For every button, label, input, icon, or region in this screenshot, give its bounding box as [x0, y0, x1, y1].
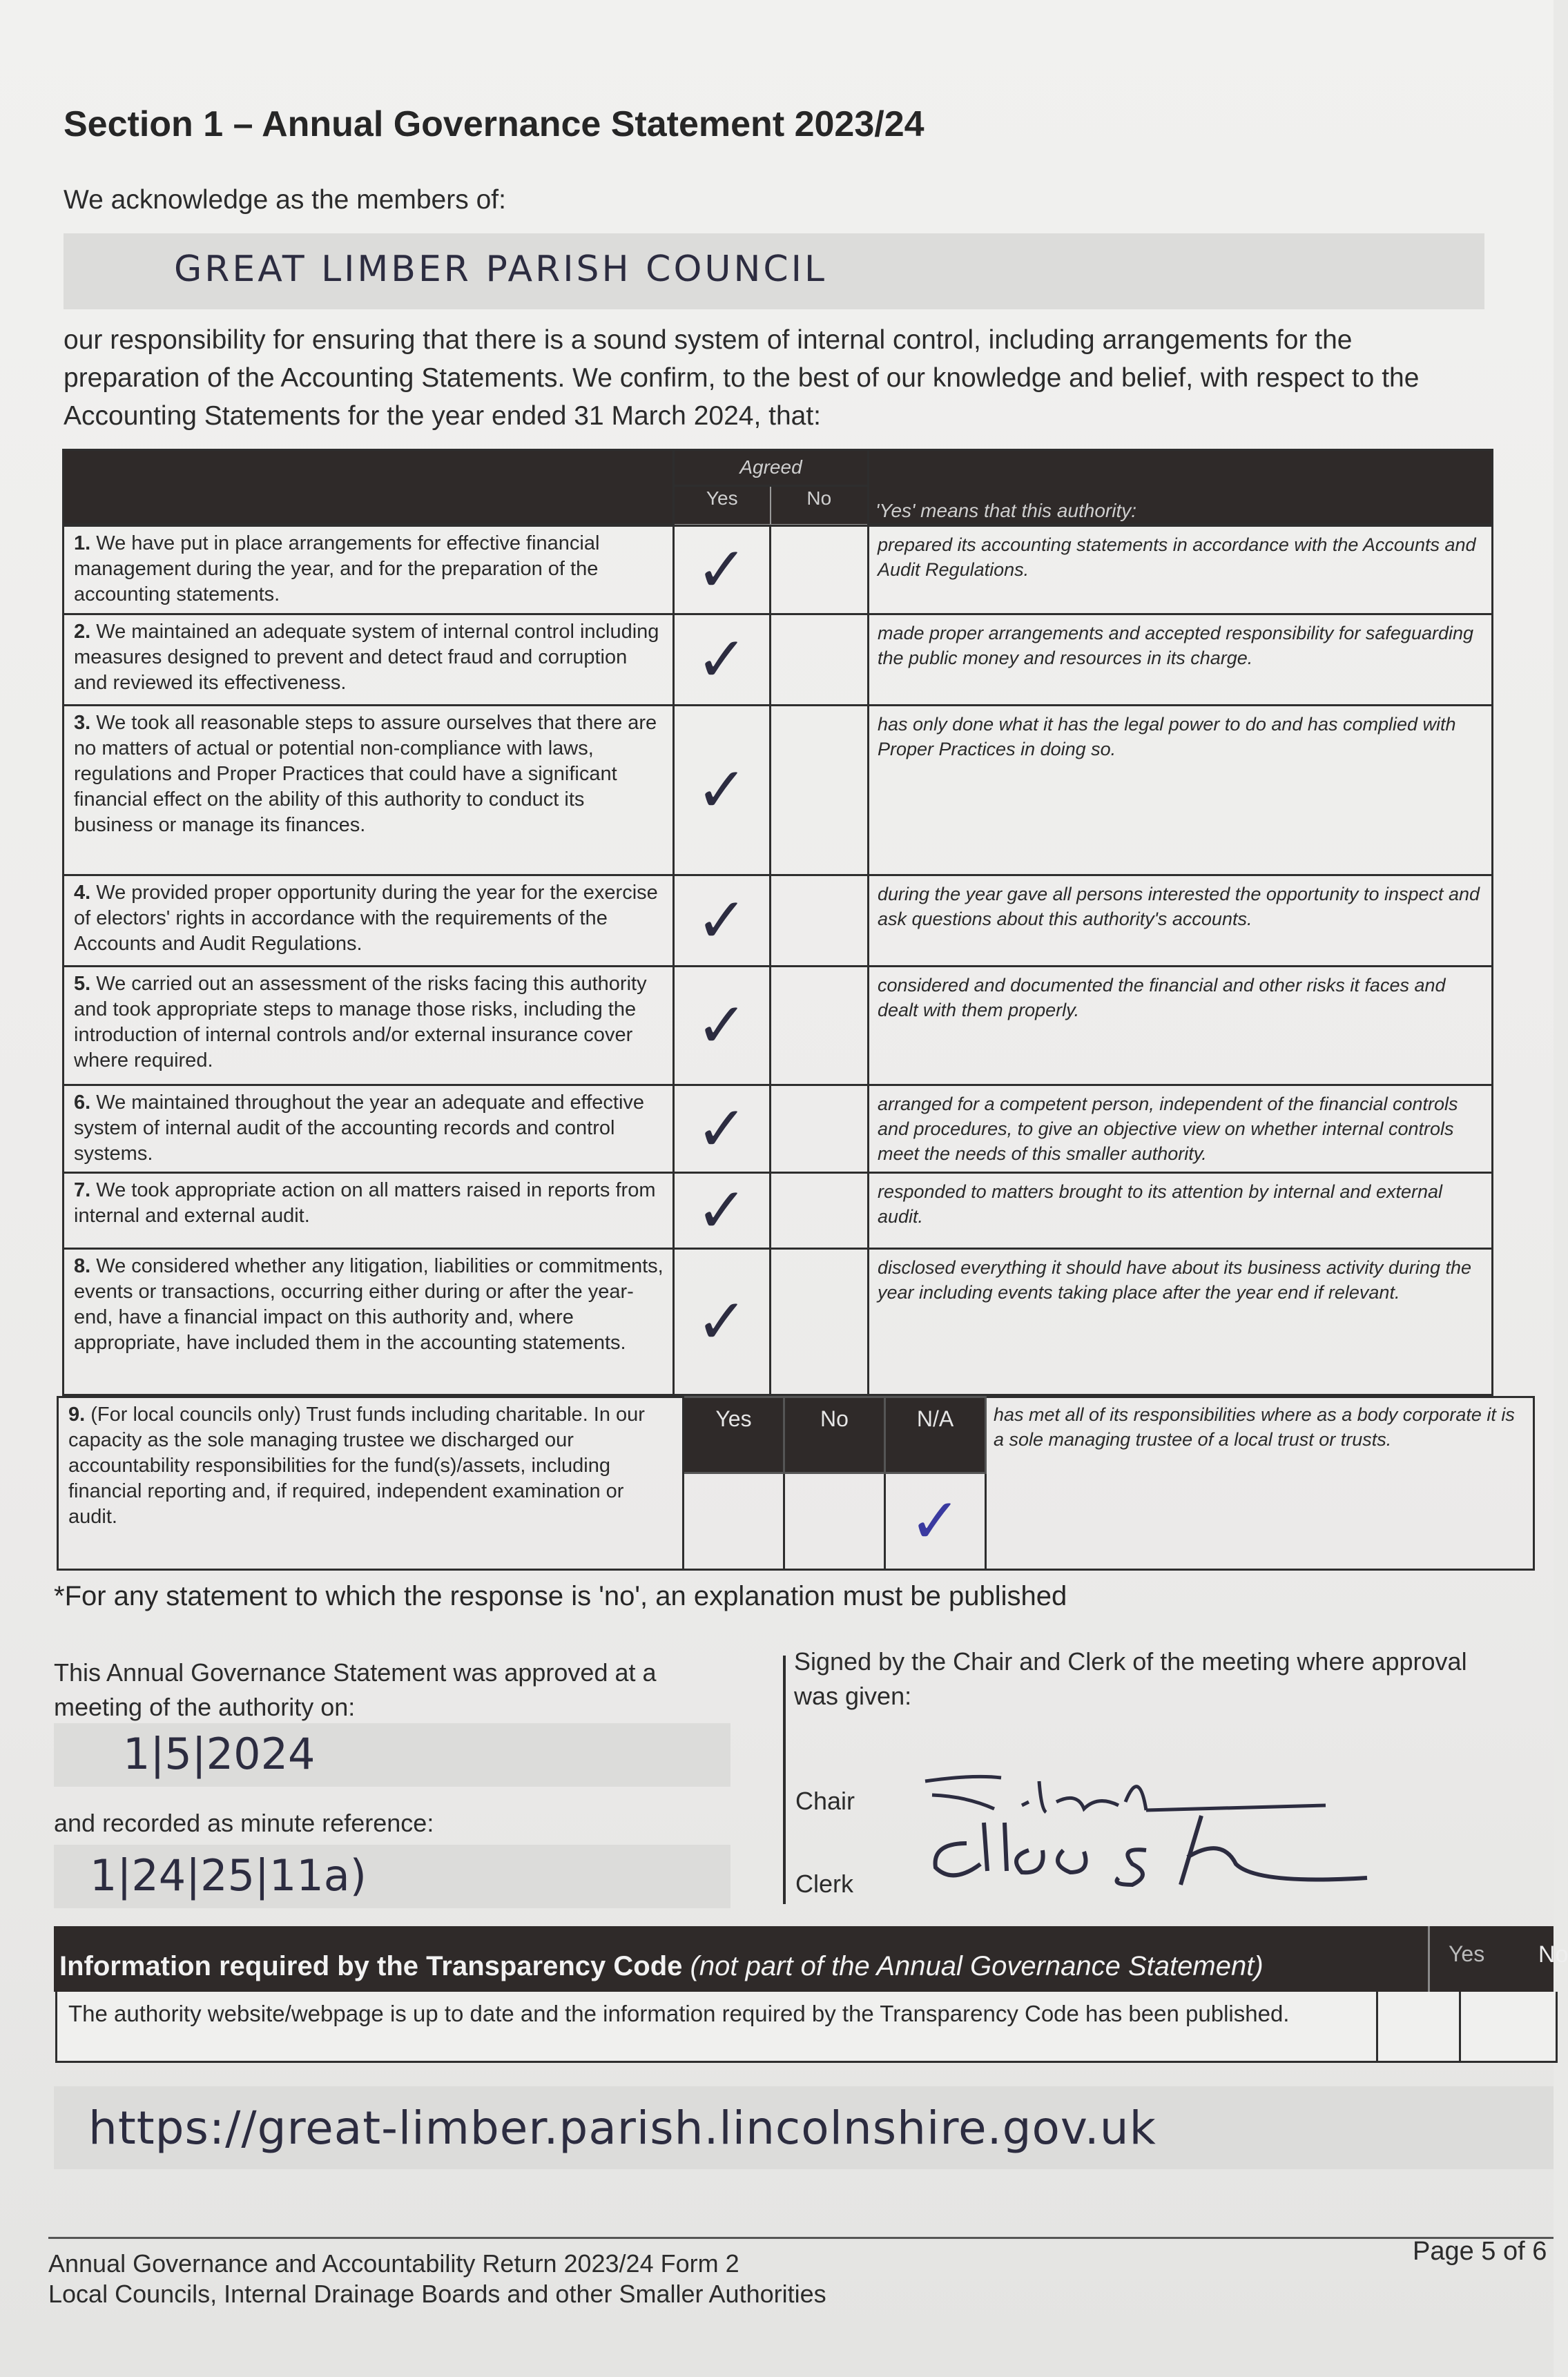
- yes-cell[interactable]: [674, 875, 771, 967]
- row-9-yes-header: Yes: [684, 1397, 784, 1473]
- tick-mark: ✓: [909, 1487, 962, 1556]
- statement-row: [64, 1173, 1493, 1249]
- row-9-no-header: No: [784, 1397, 885, 1473]
- no-cell[interactable]: [771, 967, 869, 1085]
- row-9-na-cell[interactable]: [885, 1473, 986, 1570]
- footer-form-title: Annual Governance and Accountability Return 2023/24 Form 2: [48, 2249, 739, 2278]
- statement-answer: during the year gave all persons interested the opportunity to inspect and ask questions about this authority's accounts.: [869, 875, 1493, 967]
- statement-text: We took all reasonable steps to assure ourselves that there are no matters of actual or potential non-compliance with laws, regulations and Proper Practices that could have a significant financial effect on the ability of this authority to conduct its business or manage its finances.: [74, 712, 657, 836]
- statement-question: [64, 706, 674, 875]
- footer-rule: [48, 2237, 1554, 2239]
- statement-number: 8.: [74, 1255, 91, 1277]
- statement-number: 3.: [74, 712, 91, 734]
- minute-text: and recorded as minute reference:: [54, 1809, 434, 1837]
- section-title: Section 1 – Annual Governance Statement 2023/24: [64, 104, 925, 144]
- no-header: No: [771, 486, 869, 525]
- chair-label: Chair: [795, 1787, 855, 1815]
- no-cell[interactable]: [771, 526, 869, 614]
- transparency-header: [54, 1926, 1568, 1992]
- statement-text: We have put in place arrangements for effective financial management during the year, and for the preparation of the accounting statements.: [74, 532, 600, 605]
- statement-text: We took appropriate action on all matters raised in reports from internal and external audit.: [74, 1179, 656, 1227]
- yes-cell[interactable]: [674, 967, 771, 1085]
- no-cell[interactable]: [771, 1173, 869, 1249]
- website-url: https://great-limber.parish.lincolnshire.gov.uk: [88, 2102, 1156, 2155]
- statement-row: [64, 706, 1493, 875]
- statement-row: [64, 967, 1493, 1085]
- transparency-yes-box[interactable]: [1378, 1992, 1459, 2033]
- statement-number: 5.: [74, 973, 91, 995]
- tick-mark: ✓: [695, 756, 748, 825]
- transparency-heading-note: (not part of the Annual Governance Statement): [690, 1951, 1264, 1981]
- tick-mark: ✓: [695, 625, 748, 695]
- no-cell[interactable]: [771, 706, 869, 875]
- tick-mark: ✓: [695, 991, 748, 1060]
- footer-subtitle: Local Councils, Internal Drainage Boards and other Smaller Authorities: [48, 2280, 826, 2308]
- no-cell[interactable]: [771, 1249, 869, 1395]
- statement-row: [64, 875, 1493, 967]
- signed-text: Signed by the Chair and Clerk of the meeting where approval was given:: [794, 1647, 1467, 1710]
- statement-question: [64, 526, 674, 614]
- statement-number: 2.: [74, 621, 91, 643]
- transparency-heading-text: Information required by the Transparency Code: [59, 1951, 683, 1981]
- transparency-heading: [59, 1951, 1264, 1982]
- date-field: [54, 1723, 730, 1787]
- yes-cell[interactable]: [674, 614, 771, 706]
- statement-text: We considered whether any litigation, liabilities or commitments, events or transactions, occurring either during or after the year-end, have a financial impact on this authority and, where appropriate, have included them in the accounting statements.: [74, 1255, 664, 1354]
- statements-table: [62, 525, 1493, 1396]
- transparency-yes-header: Yes: [1449, 1941, 1485, 1966]
- statement-question: [64, 1173, 674, 1249]
- statement-question: [64, 1249, 674, 1395]
- authority-name-field: [64, 233, 1484, 309]
- row-9-table: [57, 1396, 1535, 1571]
- website-field: [54, 2086, 1554, 2169]
- yes-means-header: 'Yes' means that this authority:: [875, 500, 1136, 521]
- statement-text: We carried out an assessment of the risks facing this authority and took appropriate steps to manage those risks, including the introduction of internal controls and/or external insurance cover where required.: [74, 973, 647, 1071]
- yes-cell[interactable]: [674, 1249, 771, 1395]
- row-9-question: [58, 1397, 684, 1570]
- governance-table: [62, 449, 1493, 525]
- tick-mark: ✓: [695, 1176, 748, 1245]
- statement-row: [64, 1085, 1493, 1173]
- page-number: Page 5 of 6: [1413, 2237, 1547, 2266]
- transparency-body: [55, 1992, 1558, 2063]
- acknowledge-text: We acknowledge as the members of:: [64, 185, 506, 215]
- clerk-label: Clerk: [795, 1870, 854, 1898]
- statement-text: We maintained an adequate system of internal control including measures designed to prevent and detect fraud and corruption and reviewed its effectiveness.: [74, 621, 659, 694]
- statement-number: 7.: [74, 1179, 91, 1201]
- yes-cell[interactable]: [674, 1085, 771, 1173]
- agreed-header: Agreed: [674, 450, 869, 486]
- statement-answer: prepared its accounting statements in accordance with the Accounts and Audit Regulations.: [869, 526, 1493, 614]
- statement-answer: made proper arrangements and accepted responsibility for safeguarding the public money and resources in its charge.: [869, 614, 1493, 706]
- clerk-signature: [925, 1809, 1381, 1899]
- statement-question: [64, 1085, 674, 1173]
- no-cell[interactable]: [771, 1085, 869, 1173]
- statement-question: [64, 967, 674, 1085]
- tick-mark: ✓: [695, 886, 748, 955]
- tick-mark: ✓: [695, 1094, 748, 1164]
- transparency-no-header: No: [1538, 1941, 1568, 1968]
- statement-answer: has only done what it has the legal power to do and has complied with Proper Practices in doing so.: [869, 706, 1493, 875]
- statement-text: We maintained throughout the year an adequate and effective system of internal audit of the accounting records and control systems.: [74, 1092, 645, 1165]
- tick-mark: ✓: [695, 536, 748, 605]
- yes-cell[interactable]: [674, 526, 771, 614]
- responsibility-text: our responsibility for ensuring that there is a sound system of internal control, including arrangements for the preparation of the Accounting Statements. We confirm, to the best of our knowledge and belief, with respect to the Accounting Statements for the year ended 31 March 2024, that:: [64, 325, 1420, 431]
- statement-answer: disclosed everything it should have about its business activity during the year including events taking place after the year end if relevant.: [869, 1249, 1493, 1395]
- statement-answer: responded to matters brought to its attention by internal and external audit.: [869, 1173, 1493, 1249]
- statement-row: [64, 1249, 1493, 1395]
- table-header-blank: [64, 450, 674, 525]
- statement-question: [64, 614, 674, 706]
- yes-cell[interactable]: [674, 706, 771, 875]
- approved-text: This Annual Governance Statement was approved at a meeting of the authority on:: [54, 1658, 657, 1721]
- statement-number: 6.: [74, 1092, 91, 1114]
- tick-mark: ✓: [695, 1288, 748, 1357]
- row-9-number: 9.: [68, 1404, 86, 1426]
- transparency-no-box[interactable]: [1461, 1992, 1542, 2033]
- row-9-no-cell[interactable]: [784, 1473, 885, 1570]
- statement-text: We provided proper opportunity during the year for the exercise of electors' rights in accordance with the requirements of the Accounts and Audit Regulations.: [74, 882, 658, 955]
- statement-number: 1.: [74, 532, 91, 554]
- yes-cell[interactable]: [674, 1173, 771, 1249]
- statement-row: [64, 526, 1493, 614]
- transparency-text: The authority website/webpage is up to date and the information required by the Transparency Code has been published.: [68, 2001, 1290, 2026]
- row-9-text: (For local councils only) Trust funds including charitable. In our capacity as the sole managing trustee we discharged our accountability responsibilities for the fund(s)/assets, including financial reporting and, if required, independent examination or audit.: [68, 1404, 645, 1528]
- statement-row: [64, 614, 1493, 706]
- minute-reference: 1|24|25|11a): [90, 1850, 367, 1901]
- no-cell[interactable]: [771, 614, 869, 706]
- no-response-note: *For any statement to which the response is 'no', an explanation must be published: [54, 1581, 1067, 1611]
- row-9-na-header: N/A: [885, 1397, 986, 1473]
- authority-name: GREAT LIMBER PARISH COUNCIL: [174, 249, 827, 290]
- no-cell[interactable]: [771, 875, 869, 967]
- row-9-answer: has met all of its responsibilities where as a body corporate it is a sole managing trustee of a local trust or trusts.: [986, 1397, 1534, 1570]
- minute-field: [54, 1845, 730, 1908]
- statement-answer: arranged for a competent person, independent of the financial controls and procedures, to give an objective view on whether internal controls meet the needs of this smaller authority.: [869, 1085, 1493, 1173]
- approval-date: 1|5|2024: [123, 1729, 316, 1779]
- statement-number: 4.: [74, 882, 91, 904]
- approval-divider: [783, 1656, 786, 1904]
- yes-header: Yes: [674, 486, 771, 525]
- statement-question: [64, 875, 674, 967]
- statement-answer: considered and documented the financial and other risks it faces and dealt with them properly.: [869, 967, 1493, 1085]
- row-9-yes-cell[interactable]: [684, 1473, 784, 1570]
